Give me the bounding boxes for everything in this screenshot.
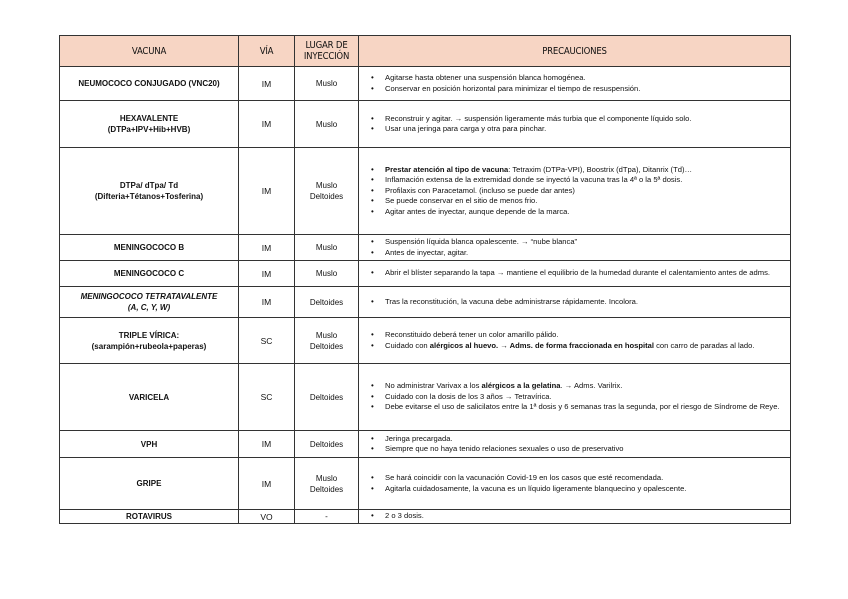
vaccine-name: VPH xyxy=(140,439,158,449)
site-cell xyxy=(295,458,359,510)
precaution-emphasis: alérgicos al huevo. → Adms. de forma fraccionada en hospital xyxy=(429,340,654,350)
precautions-list xyxy=(363,114,786,135)
precaution-text: . → Adms. Varilrix. xyxy=(560,381,623,391)
table-row xyxy=(60,431,791,458)
site-label: Muslo xyxy=(315,79,338,88)
site-label: Muslo xyxy=(315,473,338,483)
precautions-list xyxy=(363,237,786,258)
site-label: Muslo xyxy=(315,181,338,190)
route-cell: IM xyxy=(239,431,295,458)
site-label: Deltoides xyxy=(309,192,344,201)
header-vacuna: VACUNA xyxy=(60,36,239,67)
precautions-list xyxy=(363,330,786,351)
precaution-item: • Siempre que no haya tenido relaciones sexuales o uso de preservativo xyxy=(385,444,786,454)
table-row xyxy=(60,67,791,101)
vaccine-name-cell xyxy=(60,431,239,458)
route-cell: IM xyxy=(239,67,295,101)
table-row xyxy=(60,364,791,431)
route-cell: SC xyxy=(239,364,295,431)
vaccine-subtitle: (DTPa+IPV+Hib+HVB) xyxy=(107,125,191,134)
site-cell xyxy=(295,261,359,287)
precautions-list xyxy=(363,511,786,521)
precaution-item: • Cuidado con la dosis de los 3 años → Tetravírica. xyxy=(385,392,786,402)
vaccine-table xyxy=(59,35,791,524)
precaution-emphasis: alérgicos a la gelatina xyxy=(481,381,561,391)
precaution-item: • Tras la reconstitución, la vacuna debe administrarse rápidamente. Incolora. xyxy=(385,297,786,307)
vaccine-name: NEUMOCOCO CONJUGADO (VNC20) xyxy=(78,79,220,88)
precaution-item: • 2 o 3 dosis. xyxy=(385,511,786,521)
site-cell xyxy=(295,287,359,318)
site-label: Deltoides xyxy=(309,341,344,351)
precautions-cell xyxy=(359,458,791,510)
table-row xyxy=(60,101,791,148)
site-cell xyxy=(295,318,359,364)
vaccine-name-cell xyxy=(60,458,239,510)
precaution-item xyxy=(385,341,786,351)
header-via: VÍA xyxy=(239,36,295,67)
vaccine-name-cell xyxy=(60,235,239,261)
table-row xyxy=(60,318,791,364)
site-cell xyxy=(295,431,359,458)
precaution-item: • Agitar antes de inyectar, aunque depende de la marca. xyxy=(385,207,786,217)
site-label: - xyxy=(325,512,328,521)
vaccine-subtitle: (A, C, Y, W) xyxy=(127,303,171,312)
precaution-item: • Agitarse hasta obtener una suspensión blanca homogénea. xyxy=(385,73,786,83)
precautions-cell xyxy=(359,148,791,235)
header-row xyxy=(60,36,791,67)
site-label: Deltoides xyxy=(309,484,344,494)
route-cell: VO xyxy=(239,510,295,524)
precautions-list xyxy=(363,73,786,94)
precaution-text: : Tetraxim (DTPa-VPI), Boostrix (dTpa), Ditanrix (Td)… xyxy=(508,164,693,174)
site-label: Muslo xyxy=(315,269,338,278)
precaution-item: • Inflamación extensa de la extremidad donde se inyectó la vacuna tras la 4ª o la 5ª dosis. xyxy=(385,175,786,185)
precautions-list xyxy=(363,297,786,307)
precaution-item: • Se puede conservar en el sitio de menos frio. xyxy=(385,196,786,206)
site-cell xyxy=(295,67,359,101)
vaccine-name-cell xyxy=(60,67,239,101)
precautions-list xyxy=(363,165,786,217)
vaccine-name-cell xyxy=(60,510,239,524)
precaution-item: • Reconstruir y agitar. → suspensión ligeramente más turbia que el componente líquido solo. xyxy=(385,114,786,124)
site-label: Muslo xyxy=(315,243,338,252)
table-row xyxy=(60,458,791,510)
table-row xyxy=(60,261,791,287)
site-label: Deltoides xyxy=(309,392,344,402)
vaccine-name-cell xyxy=(60,101,239,148)
precaution-item: • Abrir el blíster separando la tapa → mantiene el equilibrio de la humedad durante el calentamiento antes de adms. xyxy=(385,268,786,278)
precautions-cell xyxy=(359,101,791,148)
precautions-list xyxy=(363,268,786,278)
precaution-item: • Profilaxis con Paracetamol. (incluso se puede dar antes) xyxy=(385,186,786,196)
precautions-cell xyxy=(359,510,791,524)
vaccine-name-cell xyxy=(60,148,239,235)
site-cell xyxy=(295,235,359,261)
site-label: Deltoides xyxy=(309,439,344,449)
precaution-text: Cuidado con xyxy=(385,340,430,350)
precaution-item: • Suspensión líquida blanca opalescente. → “nube blanca” xyxy=(385,237,786,247)
site-cell xyxy=(295,364,359,431)
precautions-cell xyxy=(359,235,791,261)
vaccine-subtitle: (sarampión+rubeola+paperas) xyxy=(91,341,207,351)
precautions-cell xyxy=(359,364,791,431)
site-label: Deltoides xyxy=(309,297,344,307)
precaution-item: • Usar una jeringa para carga y otra para pinchar. xyxy=(385,124,786,134)
vaccine-name: ROTAVIRUS xyxy=(126,512,172,521)
route-cell: IM xyxy=(239,261,295,287)
vaccine-name: DTPa/ dTpa/ Td xyxy=(119,181,179,190)
vaccine-name-cell xyxy=(60,318,239,364)
precaution-text: No administrar Varivax a los xyxy=(385,381,482,391)
precaution-item: • Debe evitarse el uso de salicilatos entre la 1ª dosis y 6 semanas tras la segunda, por el riesgo de Síndrome de Reye. xyxy=(385,402,786,412)
route-cell: IM xyxy=(239,101,295,148)
route-cell: IM xyxy=(239,235,295,261)
vaccine-name-cell xyxy=(60,364,239,431)
precautions-list xyxy=(363,381,786,412)
vaccine-name: MENINGOCOCO C xyxy=(113,269,185,278)
site-label: Muslo xyxy=(315,330,338,340)
site-label: Muslo xyxy=(315,119,338,129)
precaution-item: • Conservar en posición horizontal para minimizar el tiempo de resuspensión. xyxy=(385,84,786,94)
table-row xyxy=(60,235,791,261)
precaution-item: • Agitarla cuidadosamente, la vacuna es un líquido ligeramente blanquecino y opalescente. xyxy=(385,484,786,494)
precautions-cell xyxy=(359,431,791,458)
site-cell xyxy=(295,101,359,148)
precaution-text: con carro de paradas al lado. xyxy=(653,340,755,350)
vaccine-name: MENINGOCOCO B xyxy=(113,243,185,252)
route-cell: SC xyxy=(239,318,295,364)
table-row xyxy=(60,510,791,524)
precaution-item xyxy=(385,381,786,391)
vaccine-name: HEXAVALENTE xyxy=(119,114,179,123)
precaution-item: • Se hará coincidir con la vacunación Covid-19 en los casos que esté recomendada. xyxy=(385,473,786,483)
vaccine-name: TRIPLE VÍRICA: xyxy=(118,330,180,340)
vaccine-subtitle: (Difteria+Tétanos+Tosferina) xyxy=(94,192,204,201)
precaution-item: • Reconstituido deberá tener un color amarillo pálido. xyxy=(385,330,786,340)
vaccine-name: MENINGOCOCO TETRATAVALENTE xyxy=(80,292,218,301)
precaution-item: • Antes de inyectar, agitar. xyxy=(385,248,786,258)
precautions-list xyxy=(363,473,786,494)
vaccine-name: GRIPE xyxy=(136,479,162,488)
precaution-emphasis: Prestar atención al tipo de vacuna xyxy=(385,164,509,174)
precaution-item: • Jeringa precargada. xyxy=(385,434,786,444)
route-cell: IM xyxy=(239,458,295,510)
precautions-cell xyxy=(359,67,791,101)
header-lugar: LUGAR DE INYECCIÓN xyxy=(295,36,359,67)
precautions-cell xyxy=(359,287,791,318)
precautions-cell xyxy=(359,261,791,287)
table-row xyxy=(60,287,791,318)
site-cell xyxy=(295,510,359,524)
route-cell: IM xyxy=(239,148,295,235)
precautions-cell xyxy=(359,318,791,364)
precautions-list xyxy=(363,434,786,455)
vaccine-name: VARICELA xyxy=(128,392,170,402)
site-cell xyxy=(295,148,359,235)
vaccine-name-cell xyxy=(60,287,239,318)
vaccine-name-cell xyxy=(60,261,239,287)
route-cell: IM xyxy=(239,287,295,318)
precaution-item xyxy=(385,165,786,175)
table-row xyxy=(60,148,791,235)
header-precauciones: PRECAUCIONES xyxy=(359,36,791,67)
